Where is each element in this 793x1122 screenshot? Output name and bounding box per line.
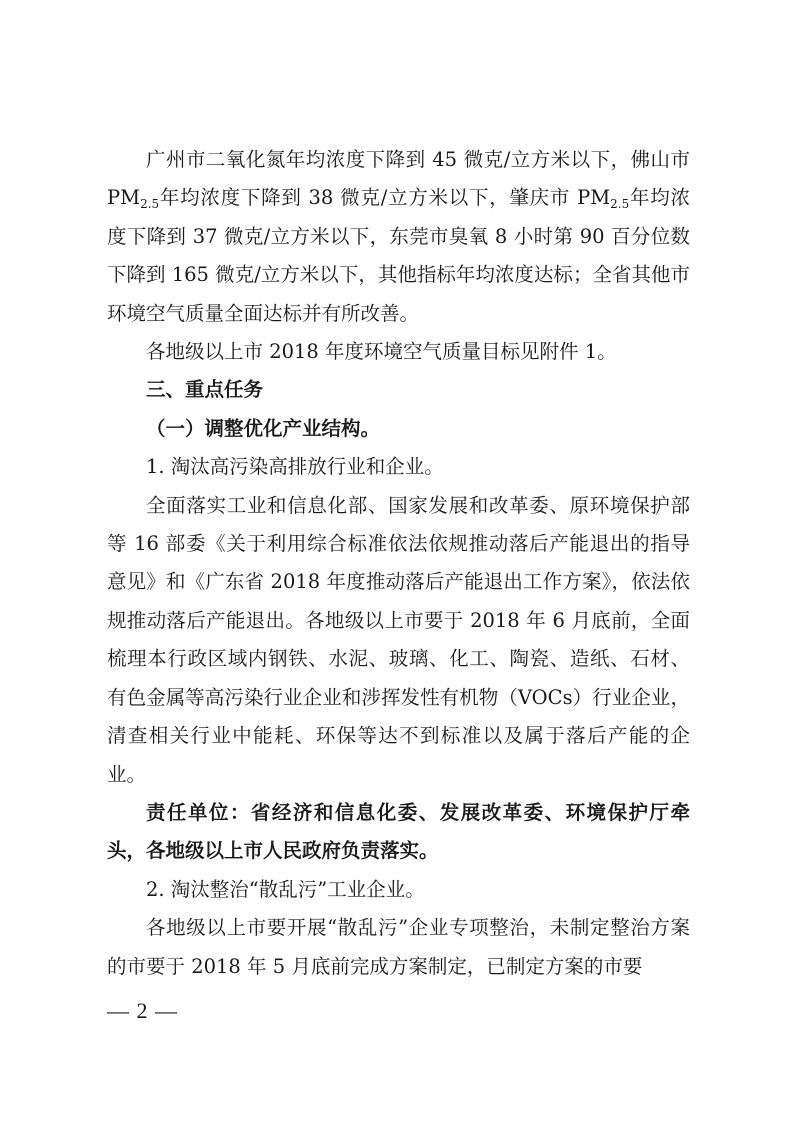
item-2-body: 各地级以上市要开展“散乱污”企业专项整治，未制定整治方案的市要于 2018 年 5 月底前完成方案制定，已制定方案的市要 [107, 916, 690, 978]
responsibility-label: 责任单位 [146, 800, 230, 824]
responsibility-text: 省经济和信息化委、发展改革委、环境保护厅牵头，各地级以上市人民政府负责落实。 [107, 800, 690, 863]
document-body [107, 141, 690, 986]
pm25-subscript: 2.5 [610, 197, 630, 212]
paragraph-attachment-reference: 各地级以上市 2018 年度环境空气质量目标见附件 1。 [146, 340, 617, 364]
item-2-title: 2. 淘汰整治“散乱污”工业企业。 [146, 877, 425, 901]
section-heading: 三、重点任务 [146, 378, 264, 402]
responsibility-separator: ： [229, 800, 251, 824]
paragraph-air-quality-targets [107, 141, 690, 333]
pm25-subscript: 2.5 [140, 197, 160, 212]
item-1-body: 全面落实工业和信息化部、国家发展和改革委、原环境保护部等 16 部委《关于利用综合标准依法依规推动落后产能退出的指导意见》和《广东省 2018 年度推动落后产能退出工作方案》，依法依规推动落后产能退出。各地级以上市要于 2018 年 6 月底前，全面梳理本行政区域内钢铁、水泥、玻璃、化工、陶瓷、造纸、石材、有色金属等高污染行业企业和涉挥发性有机物（VOCs）行业企业，清查相关行业中能耗、环保等达不到标准以及属于落后产能的企业。 [107, 493, 690, 786]
paragraph-text: 年均浓度下降到 38 微克/立方米以下，肇庆市 PM [159, 186, 611, 210]
page-number: — 2 — [107, 998, 178, 1023]
paragraph-text: 广州市二氧化氮年均浓度下降到 45 微克/立方米以下，佛山市 PM [107, 148, 690, 210]
subsection-heading: （一）调整优化产业结构。 [146, 416, 381, 440]
responsibility-paragraph [107, 794, 690, 871]
paragraph-text: 年均浓度下降到 37 微克/立方米以下，东莞市臭氧 8 小时第 90 百分位数下降到 165 微克/立方米以下，其他指标年均浓度达标；全省其他市环境空气质量全面达标并有所改善。 [107, 186, 690, 325]
item-1-title: 1. 淘汰高污染高排放行业和企业。 [146, 455, 444, 479]
